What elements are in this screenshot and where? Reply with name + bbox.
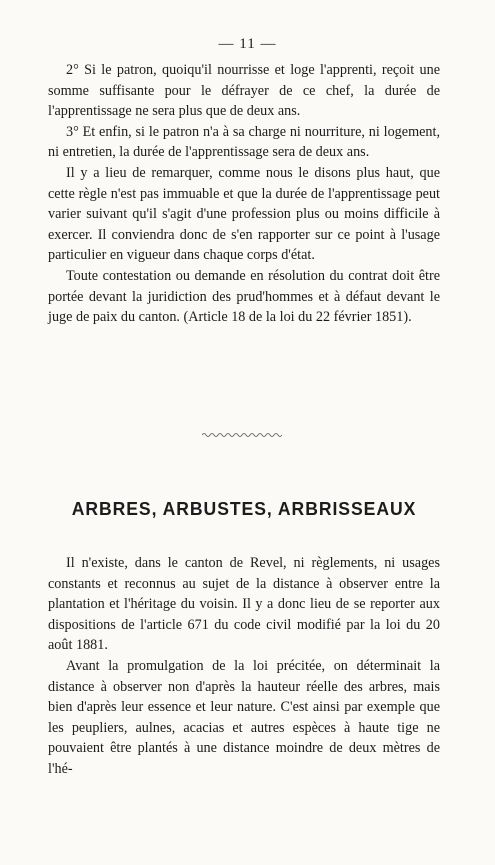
- paragraph: 2° Si le patron, quoiqu'il nourrisse et loge l'apprenti, reçoit une somme suffisante pour le défrayer de ce chef, la durée de l'apprentissage ne sera plus que de deux ans.: [48, 62, 440, 120]
- page-number: — 11 —: [218, 36, 277, 52]
- wavy-separator: [202, 432, 282, 438]
- paragraph: 3° Et enfin, si le patron n'a à sa charge ni nourriture, ni logement, ni entretien, la durée de l'apprentissage sera de deux ans.: [48, 123, 440, 161]
- apprenticeship-section: [48, 60, 440, 328]
- paragraph: Il y a lieu de remarquer, comme nous le disons plus haut, que cette règle n'est pas immuable et que la durée de l'apprentissage peut varier suivant qu'il s'agit d'une profession plus ou moins difficile à exercer. Il conviendra donc de s'en rapporter sur ce point à l'usage particulier en vigueur dans chaque corps d'état.: [48, 164, 440, 264]
- trees-section: [48, 553, 440, 780]
- paragraph: Toute contestation ou demande en résolution du contrat doit être portée devant la juridiction des prud'hommes et à défaut devant le juge de paix du canton. (Article 18 de la loi du 22 février 1851).: [48, 267, 440, 326]
- paragraph: Avant la promulgation de la loi précitée, on déterminait la distance à observer non d'après la hauteur réelle des arbres, mais bien d'après leur essence et leur nature. C'est ainsi par exemple que les peupliers, aulnes, acacias et autres espèces à haute tige ne pouvaient être plantés à une distance moindre de deux mètres de l'hé-: [48, 657, 440, 777]
- paragraph: Il n'existe, dans le canton de Revel, ni règlements, ni usages constants et reconnus au sujet de la distance à observer entre la plantation et l'héritage du voisin. Il y a donc lieu de se reporter aux dispositions de l'article 671 du code civil modifié par la loi du 20 août 1881.: [48, 555, 440, 654]
- section-heading: ARBRES, ARBUSTES, ARBRISSEAUX: [71, 498, 417, 519]
